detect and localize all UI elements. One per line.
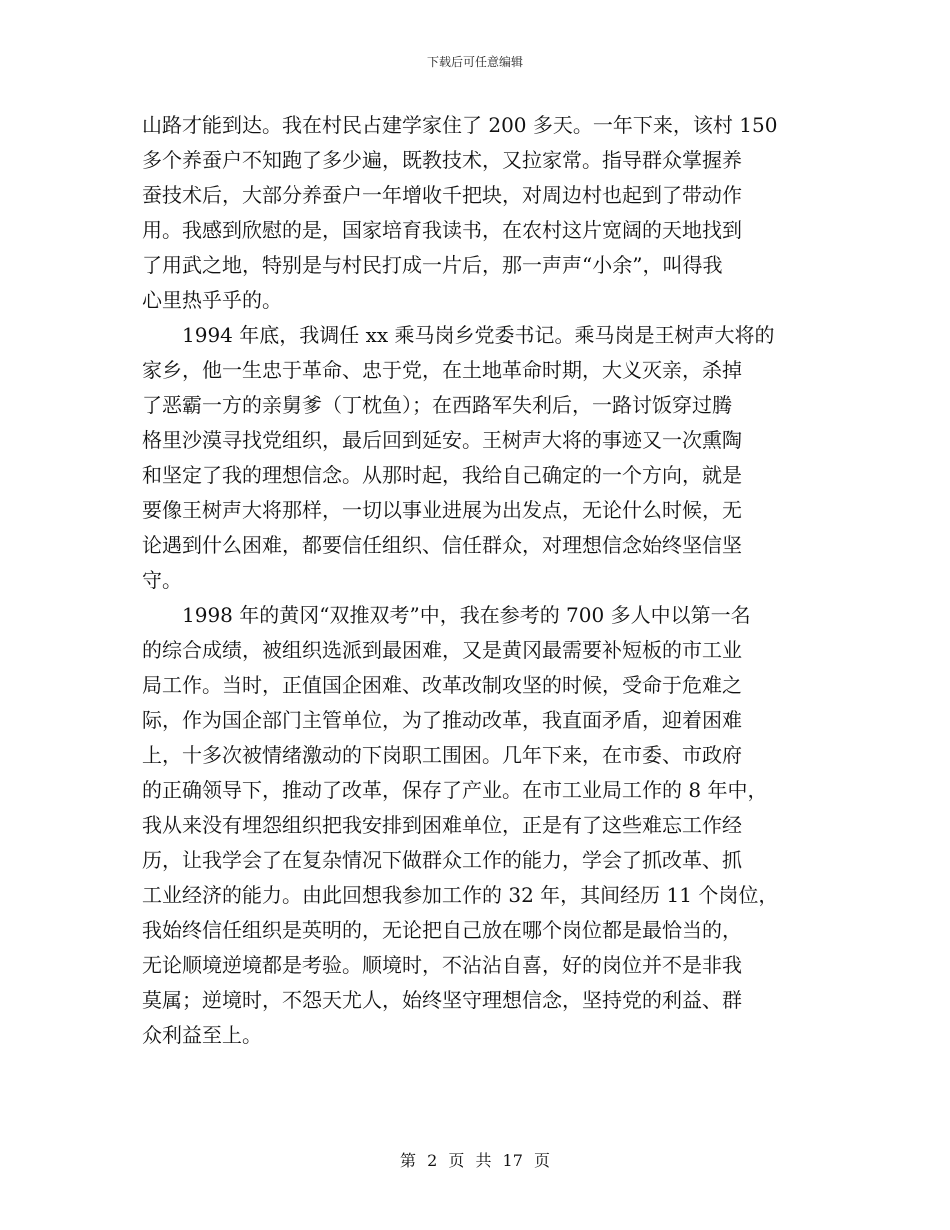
text-line: 山路才能到达。我在村民占建学家住了 200 多天。一年下来，该村 150 <box>142 113 778 137</box>
text-line: 我从来没有埋怨组织把我安排到困难单位，正是有了这些难忘工作经 <box>142 813 742 837</box>
text-line: 论遇到什么困难，都要信任组织、信任群众，对理想信念始终坚信坚 <box>142 533 742 557</box>
text-line: 家乡，他一生忠于革命、忠于党，在土地革命时期，大义灭亲，杀掉 <box>142 358 742 382</box>
paragraph <box>142 108 810 318</box>
paragraph <box>142 318 810 598</box>
text-line: 了用武之地，特别是与村民打成一片后，那一声声“小余”，叫得我 <box>142 253 723 277</box>
text-line: 的综合成绩，被组织选派到最困难，又是黄冈最需要补短板的市工业 <box>142 638 742 662</box>
text-line: 上，十多次被情绪激动的下岗职工围困。几年下来，在市委、市政府 <box>142 743 742 767</box>
text-line: 历，让我学会了在复杂情况下做群众工作的能力，学会了抓改革、抓 <box>142 848 742 872</box>
text-line: 蚕技术后，大部分养蚕户一年增收千把块，对周边村也起到了带动作 <box>142 183 742 207</box>
text-line: 用。我感到欣慰的是，国家培育我读书，在农村这片宽阔的天地找到 <box>142 218 742 242</box>
text-line: 心里热乎乎的。 <box>142 288 282 312</box>
text-line: 1994 年底，我调任 xx 乘马岗乡党委书记。乘马岗是王树声大将的 <box>182 323 775 347</box>
text-line: 工业经济的能力。由此回想我参加工作的 32 年，其间经历 11 个岗位， <box>142 883 779 907</box>
text-line: 和坚定了我的理想信念。从那时起，我给自己确定的一个方向，就是 <box>142 463 742 487</box>
text-line: 局工作。当时，正值国企困难、改革改制攻坚的时候，受命于危难之 <box>142 673 742 697</box>
document-body <box>142 108 810 1053</box>
text-line: 众利益至上。 <box>142 1023 262 1047</box>
text-line: 的正确领导下，推动了改革，保存了产业。在市工业局工作的 8 年中， <box>142 778 768 802</box>
text-line: 际，作为国企部门主管单位，为了推动改革，我直面矛盾，迎着困难 <box>142 708 742 732</box>
text-line: 守。 <box>142 568 182 592</box>
page-header: 下载后可任意编辑 <box>426 55 523 69</box>
text-line: 无论顺境逆境都是考验。顺境时，不沾沾自喜，好的岗位并不是非我 <box>142 953 742 977</box>
text-line: 我始终信任组织是英明的，无论把自己放在哪个岗位都是最恰当的， <box>142 918 742 942</box>
text-line: 要像王树声大将那样，一切以事业进展为出发点，无论什么时候，无 <box>142 498 742 522</box>
text-line: 1998 年的黄冈“双推双考”中，我在参考的 700 多人中以第一名 <box>182 603 751 627</box>
text-line: 莫属；逆境时，不怨天尤人，始终坚守理想信念，坚持党的利益、群 <box>142 988 742 1012</box>
text-line: 了恶霸一方的亲舅爹（丁枕鱼）；在西路军失利后，一路讨饭穿过腾 <box>142 393 732 417</box>
text-line: 格里沙漠寻找党组织，最后回到延安。王树声大将的事迹又一次熏陶 <box>142 428 742 452</box>
paragraph <box>142 598 810 1053</box>
page-footer: 第 2 页 共 17 页 <box>400 1151 550 1170</box>
text-line: 多个养蚕户不知跑了多少遍，既教技术，又拉家常。指导群众掌握养 <box>142 148 742 172</box>
